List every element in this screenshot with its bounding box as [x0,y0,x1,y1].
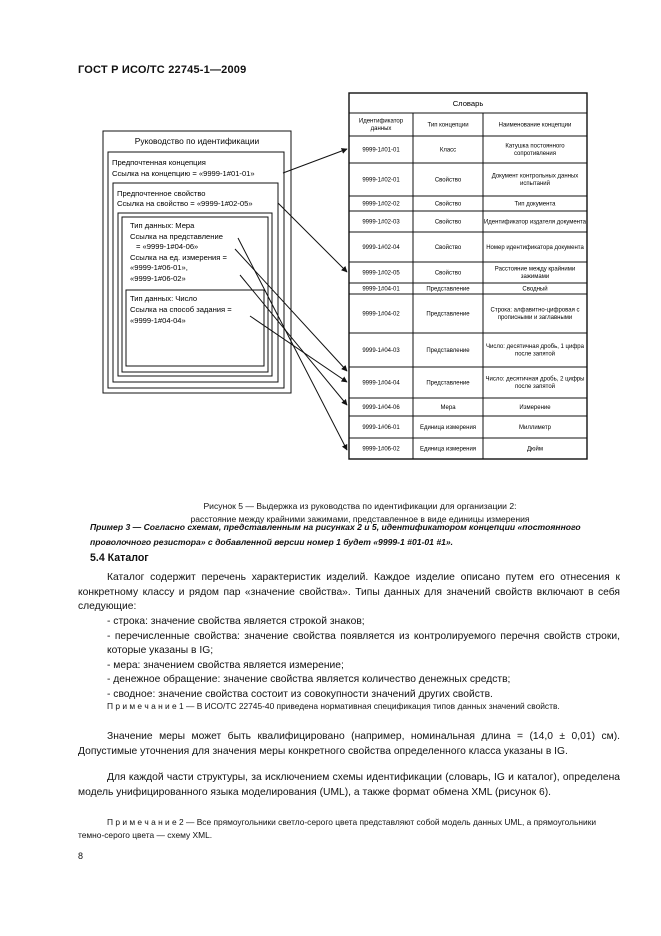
cell-concept-name: Номер идентификатора документа [486,244,584,251]
dictionary-table [349,93,587,459]
dictionary-title: Словарь [452,99,484,108]
cell-concept-name: Измерение [519,404,551,411]
cell-concept-name: Дюйм [526,446,544,453]
cell-identifier: 9999-1#04-02 [362,311,400,318]
note-2: П р и м е ч а н и е 2 — Все прямоугольники светло-серого цвета представляют собой модель данных UML, а прямоугольники темно-серого цвета — схему XML. [78,817,597,840]
concept-title: Предпочтенная концепция [112,158,206,167]
cell-concept-name: Идентификатор издателя документа [483,219,587,226]
cell-concept-type: Представление [426,380,470,387]
concept-ref: Ссылка на концепцию = «9999-1#01-01» [112,169,255,178]
cell-concept-name: Сводный [522,286,548,293]
measure-line: Ссылка на ед. измерения = [130,253,227,262]
list-item: - сводное: значение свойства состоит из совокупности значений других свойств. [107,688,493,700]
list-item: - мера: значением свойства является измерение; [107,659,344,671]
cell-concept-type: Класс [439,147,457,154]
cell-identifier: 9999-1#06-02 [362,446,400,453]
cell-concept-name: Документ контрольных данных испытаний [491,173,579,187]
cell-concept-type: Свойство [434,219,462,226]
page-number: 8 [78,851,84,861]
note-1: П р и м е ч а н и е 1 — В ИСО/ТС 22745-40 приведена нормативная спецификация типов данных значений свойств. [107,701,560,711]
property-title: Предпочтенное свойство [117,189,206,198]
reference-arrow [238,238,347,450]
paragraph: Для каждой части структуры, за исключением схемы идентификации (словарь, IG и каталог), определена модель унифицированного языка моделирования (UML), а также формат обмена XML (рисунок 6). [78,772,620,798]
column-header: Идентификатор данных [358,118,404,132]
list-item: - строка: значение свойства является строкой знаков; [107,616,365,627]
cell-concept-type: Представление [426,311,470,318]
reference-arrow [278,203,347,272]
property-ref: Ссылка на свойство = «9999-1#02-05» [117,199,253,208]
measure-line: «9999-1#06-01», [130,263,188,272]
cell-concept-name: Миллиметр [518,424,552,431]
column-header: Тип концепции [427,122,469,129]
cell-concept-type: Мера [440,404,456,411]
reference-arrow [240,275,347,405]
cell-identifier: 9999-1#02-03 [362,219,400,226]
list-item: - перечисленные свойства: значение свойства появляется из контролируемого перечня свойств строки, которые указаны в IG; [107,630,620,657]
cell-identifier: 9999-1#01-01 [362,147,400,154]
number-line: Ссылка на способ задания = [130,305,232,314]
section-title: 5.4 Каталог [90,552,149,564]
cell-concept-type: Свойство [434,201,462,208]
column-header: Наименование концепции [498,122,572,129]
caption-line: Рисунок 5 — Выдержка из руководства по идентификации для организации 2: [203,501,517,511]
bullet-list [107,615,620,703]
cell-identifier: 9999-1#04-03 [362,347,400,354]
measure-line: = «9999-1#04-06» [136,242,199,251]
guide-title: Руководство по идентификации [134,136,260,146]
measure-line: Ссылка на представление [130,232,223,241]
document-header: ГОСТ Р ИСО/ТС 22745-1—2009 [78,64,247,76]
cell-concept-type: Представление [426,286,470,293]
cell-identifier: 9999-1#02-01 [362,177,400,184]
measure-line: «9999-1#06-02» [130,274,186,283]
cell-identifier: 9999-1#04-06 [362,404,400,411]
cell-identifier: 9999-1#06-01 [362,424,400,431]
cell-concept-type: Представление [426,347,470,354]
cell-concept-type: Единица измерения [419,446,477,453]
cell-concept-name: Тип документа [514,201,556,208]
cell-identifier: 9999-1#02-04 [362,244,400,251]
measure-title: Тип данных: Мера [130,221,195,230]
cell-concept-name: Число: десятичная дробь, 1 цифра после запятой [486,344,584,358]
number-title: Тип данных: Число [130,294,198,303]
number-line: «9999-1#04-04» [130,316,186,325]
cell-identifier: 9999-1#02-02 [362,201,400,208]
paragraph: Значение меры может быть квалифицировано (например, номинальная длина = (14,0 ± 0,01) см). Допустимые уточнения для значения меры конкретного свойства определенного класса указаны в IG. [78,731,620,757]
reference-arrow [283,149,347,173]
cell-concept-name: Строка: алфавитно-цифровая с прописными и заглавными [490,307,580,321]
cell-concept-name: Число: десятичная дробь, 2 цифры после запятой [485,376,585,390]
cell-concept-type: Свойство [434,244,462,251]
cell-concept-name: Катушка постоянного сопротивления [505,143,565,157]
cell-concept-type: Свойство [434,270,462,277]
cell-concept-type: Единица измерения [419,424,477,431]
cell-identifier: 9999-1#02-05 [362,270,400,277]
paragraph: Каталог содержит перечень характеристик изделий. Каждое изделие описано путем его отнесения к конкретному классу и рядом пар «значение свойства». Типы данных для значений свойств включают в себя следующие: [78,572,620,613]
cell-concept-name: Расстояние между крайними зажимами [494,266,576,280]
list-item: - денежное обращение: значение свойства является количество денежных средств; [107,674,511,686]
cell-identifier: 9999-1#04-04 [362,380,400,387]
cell-concept-type: Свойство [434,177,462,184]
caption-line: расстояние между крайними зажимами, представленное в виде единицы измерения [190,514,530,524]
cell-identifier: 9999-1#04-01 [362,286,400,293]
example-3: Пример 3 — Согласно схемам, представленным на рисунках 2 и 5, идентификатором концепции «постоянного проволочного резистора» с добавленной версии номер 1 будет «9999-1 #01-01 #1». [90,522,581,547]
